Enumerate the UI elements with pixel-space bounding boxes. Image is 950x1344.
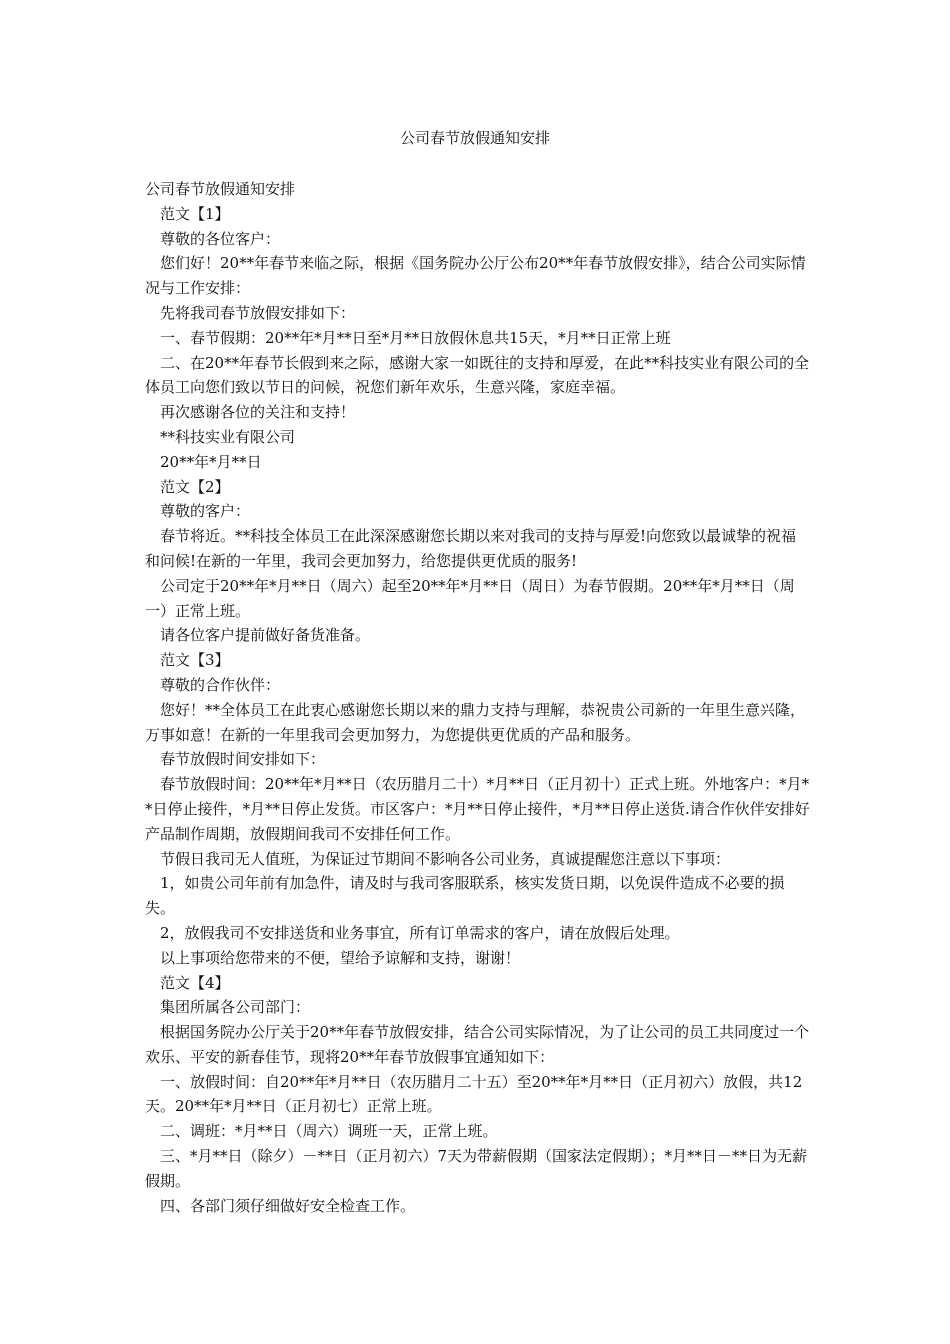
paragraph: 2，放假我司不安排送货和业务事宜，所有订单需求的客户，请在放假后处理。 xyxy=(160,923,680,942)
paragraph: 根据国务院办公厅关于20**年春节放假安排，结合公司实际情况，为了让公司的员工共同度过一个欢乐、平安的新春佳节，现将20**年春节放假事宜通知如下： xyxy=(145,1023,810,1066)
paragraph: 集团所属各公司部门： xyxy=(160,998,311,1017)
paragraph: 二、在20**年春节长假到来之际，感谢大家一如既往的支持和厚爱，在此**科技实业有限公司的全体员工向您们致以节日的问候，祝您们新年欢乐，生意兴隆，家庭幸福。 xyxy=(145,353,810,397)
paragraph: 春节放假时间安排如下： xyxy=(160,750,326,769)
document-body xyxy=(145,177,810,1218)
paragraph: 您们好！20**年春节来临之际，根据《国务院办公厅公布20**年春节放假安排》，结合公司实际情况与工作安排： xyxy=(145,254,806,298)
paragraph: 四、各部门须仔细做好安全检查工作。 xyxy=(160,1196,416,1215)
paragraph: 范文【4】 xyxy=(160,973,230,992)
paragraph: 节假日我司无人值班，为保证过节期间不影响各公司业务，真诚提醒您注意以下事项： xyxy=(160,849,731,868)
paragraph: 范文【3】 xyxy=(160,651,230,670)
paragraph: 春节放假时间：20**年*月**日（农历腊月二十）*月**日（正月初十）正式上班。外地客户：*月**日停止接件，*月**日停止发货。市区客户：*月**日停止接件，*月**日停止送货.请合作伙伴安排好产品制作周期，放假期间我司不安排任何工作。 xyxy=(145,775,810,843)
paragraph: **科技实业有限公司 xyxy=(160,427,296,446)
document-title: 公司春节放假通知安排 xyxy=(399,129,550,147)
paragraph: 二、调班：*月**日（周六）调班一天，正常上班。 xyxy=(160,1122,498,1141)
paragraph: 先将我司春节放假安排如下： xyxy=(160,303,356,322)
paragraph: 范文【2】 xyxy=(160,477,230,496)
paragraph: 尊敬的各位客户： xyxy=(160,229,281,248)
paragraph: 一、春节假期：20**年*月**日至*月**日放假休息共15天，*月**日正常上班 xyxy=(160,328,671,347)
paragraph: 您好！**全体员工在此衷心感谢您长期以来的鼎力支持与理解，恭祝贵公司新的一年里生意兴隆，万事如意！在新的一年里我司会更加努力，为您提供更优质的产品和服务。 xyxy=(145,700,806,744)
paragraph: 公司春节放假通知安排 xyxy=(145,180,296,198)
paragraph: 春节将近。**科技全体员工在此深深感谢您长期以来对我司的支持与厚爱!向您致以最诚挚的祝福和问候!在新的一年里，我司会更加努力，给您提供更优质的服务! xyxy=(145,527,797,570)
paragraph: 1，如贵公司年前有加急件，请及时与我司客服联系，核实发货日期，以免误件造成不必要的损失。 xyxy=(145,874,785,918)
paragraph: 尊敬的客户： xyxy=(160,502,251,521)
paragraph: 公司定于20**年*月**日（周六）起至20**年*月**日（周日）为春节假期。20**年*月**日（周一）正常上班。 xyxy=(145,576,795,620)
paragraph: 范文【1】 xyxy=(160,204,230,223)
paragraph: 尊敬的合作伙伴： xyxy=(160,675,281,694)
paragraph: 再次感谢各位的关注和支持！ xyxy=(160,403,356,422)
paragraph: 三、*月**日（除夕）－**日（正月初六）7天为带薪假期（国家法定假期）；*月**日－**日为无薪假期。 xyxy=(145,1147,808,1190)
paragraph: 请各位客户提前做好备货准备。 xyxy=(160,626,371,645)
paragraph: 以上事项给您带来的不便，望给予谅解和支持，谢谢！ xyxy=(160,948,521,967)
paragraph: 一、放假时间：自20**年*月**日（农历腊月二十五）至20**年*月**日（正月初六）放假，共12天。20**年*月**日（正月初七）正常上班。 xyxy=(145,1072,803,1116)
paragraph: 20**年*月**日 xyxy=(160,452,262,471)
